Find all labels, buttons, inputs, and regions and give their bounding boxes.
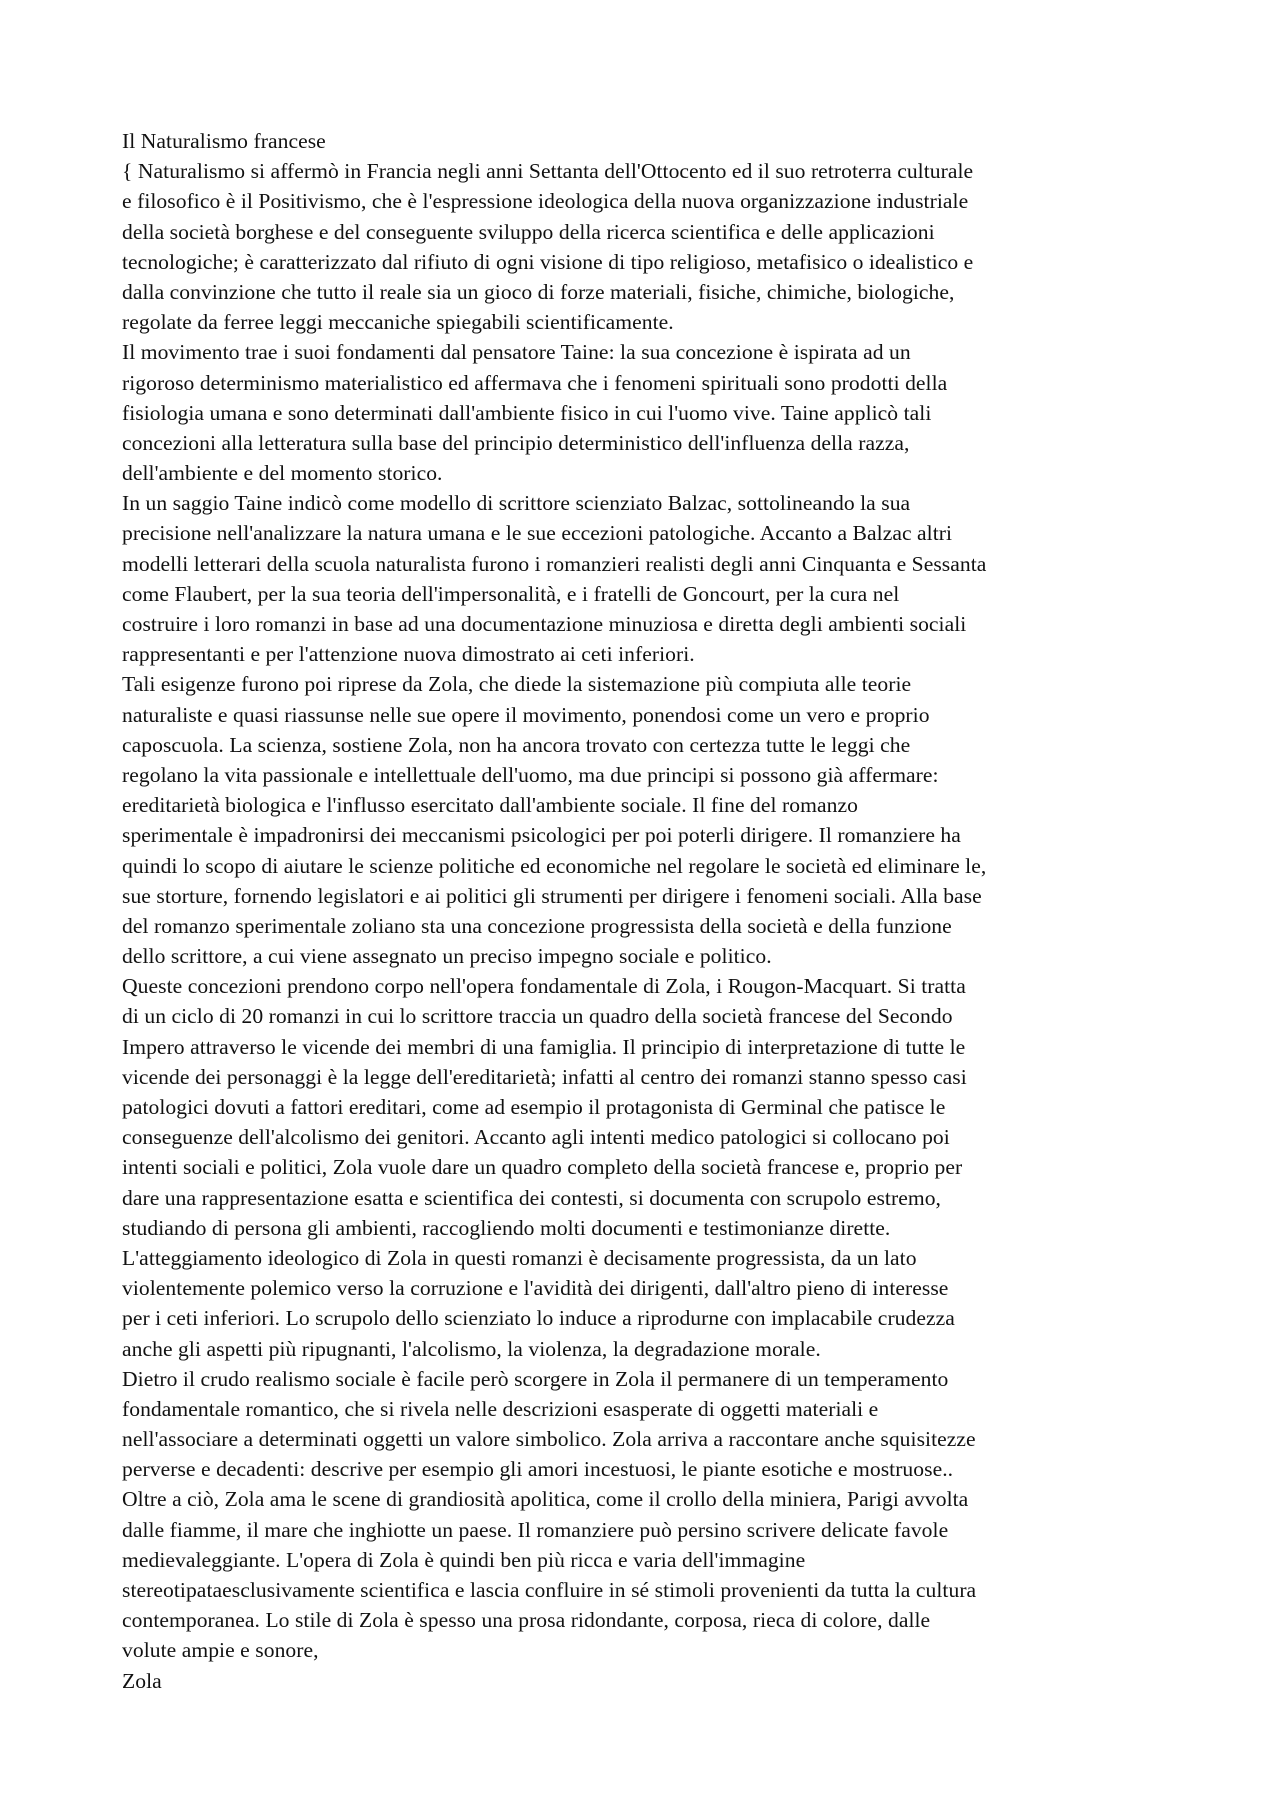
text-line: perverse e decadenti: descrive per esempio gli amori incestuosi, le piante esotiche e mostruose..: [122, 1457, 954, 1482]
text-line: In un saggio Taine indicò come modello di scrittore scienziato Balzac, sottolineando la sua: [122, 491, 911, 516]
text-line: tecnologiche; è caratterizzato dal rifiuto di ogni visione di tipo religioso, metafisico o idealistico e: [122, 249, 974, 274]
text-line: quindi lo scopo di aiutare le scienze politiche ed economiche nel regolare le società ed eliminare le,: [122, 853, 987, 878]
text-line: sue storture, fornendo legislatori e ai politici gli strumenti per dirigere i fenomeni sociali. Alla base: [122, 883, 982, 908]
text-line: precisione nell'analizzare la natura umana e le sue eccezioni patologiche. Accanto a Balzac altri: [122, 521, 953, 546]
text-line: sperimentale è impadronirsi dei meccanismi psicologici per poi poterli dirigere. Il romanziere ha: [122, 823, 961, 848]
text-line: rappresentanti e per l'attenzione nuova dimostrato ai ceti inferiori.: [122, 642, 695, 667]
text-line: dello scrittore, a cui viene assegnato un preciso impegno sociale e politico.: [122, 944, 772, 969]
text-line: fisiologia umana e sono determinati dall'ambiente fisico in cui l'uomo vive. Taine applicò tali: [122, 400, 932, 425]
text-line: caposcuola. La scienza, sostiene Zola, non ha ancora trovato con certezza tutte le leggi che: [122, 732, 911, 757]
text-line: conseguenze dell'alcolismo dei genitori. Accanto agli intenti medico patologici si collocano poi: [122, 1125, 950, 1150]
text-line: modelli letterari della scuola naturalista furono i romanzieri realisti degli anni Cinquanta e Sessanta: [122, 551, 987, 576]
text-line: per i ceti inferiori. Lo scrupolo dello scienziato lo induce a riprodurne con implacabile crudezza: [122, 1306, 955, 1331]
text-line: dare una rappresentazione esatta e scientifica dei contesti, si documenta con scrupolo estremo,: [122, 1185, 941, 1210]
text-line: dalla convinzione che tutto il reale sia un gioco di forze materiali, fisiche, chimiche, biologiche,: [122, 279, 955, 304]
text-line: naturaliste e quasi riassunse nelle sue opere il movimento, ponendosi come un vero e proprio: [122, 702, 930, 727]
text-line: e filosofico è il Positivismo, che è l'espressione ideologica della nuova organizzazione industriale: [122, 189, 969, 214]
text-line: studiando di persona gli ambienti, raccogliendo molti documenti e testimonianze dirette.: [122, 1215, 891, 1240]
text-line: medievaleggiante. L'opera di Zola è quindi ben più ricca e varia dell'immagine: [122, 1547, 806, 1572]
closing-word: Zola: [122, 1668, 162, 1693]
text-line: rigoroso determinismo materialistico ed affermava che i fenomeni spirituali sono prodotti della: [122, 370, 948, 395]
text-line: nell'associare a determinati oggetti un valore simbolico. Zola arriva a raccontare anche squisitezze: [122, 1427, 976, 1452]
text-line: volute ampie e sonore,: [122, 1638, 319, 1663]
text-line: costruire i loro romanzi in base ad una documentazione minuziosa e diretta degli ambienti sociali: [122, 612, 967, 636]
text-line: fondamentale romantico, che si rivela nelle descrizioni esasperate di oggetti materiali e: [122, 1396, 879, 1421]
text-line: intenti sociali e politici, Zola vuole dare un quadro completo della società francese e, proprio per: [122, 1155, 963, 1180]
text-line: Tali esigenze furono poi riprese da Zola, che diede la sistemazione più compiuta alle teorie: [122, 672, 912, 697]
text-line: di un ciclo di 20 romanzi in cui lo scrittore traccia un quadro della società francese del Secondo: [122, 1004, 953, 1029]
document-page: [122, 126, 1182, 1696]
text-line: ereditarietà biologica e l'influsso esercitato dall'ambiente sociale. Il fine del romanzo: [122, 793, 858, 818]
text-line: Il movimento trae i suoi fondamenti dal pensatore Taine: la sua concezione è ispirata ad un: [122, 340, 911, 365]
text-line: violentemente polemico verso la corruzione e l'avidità dei dirigenti, dall'altro pieno di interesse: [122, 1276, 949, 1301]
text-line: vicende dei personaggi è la legge dell'ereditarietà; infatti al centro dei romanzi stanno spesso casi: [122, 1064, 967, 1089]
text-line: anche gli aspetti più ripugnanti, l'alcolismo, la violenza, la degradazione morale.: [122, 1336, 821, 1361]
text-line: Dietro il crudo realismo sociale è facile però scorgere in Zola il permanere di un temperamento: [122, 1366, 949, 1391]
document-title: Il Naturalismo francese: [122, 129, 326, 153]
text-line: dalle fiamme, il mare che inghiotte un paese. Il romanziere può persino scrivere delicate favole: [122, 1517, 949, 1542]
text-line: L'atteggiamento ideologico di Zola in questi romanzi è decisamente progressista, da un lato: [122, 1245, 917, 1270]
text-line: patologici dovuti a fattori ereditari, come ad esempio il protagonista di Germinal che patisce le: [122, 1095, 946, 1119]
text-line: dell'ambiente e del momento storico.: [122, 461, 443, 486]
text-line: regolano la vita passionale e intellettuale dell'uomo, ma due principi si possono già affermare:: [122, 762, 939, 787]
text-line: della società borghese e del conseguente sviluppo della ricerca scientifica e delle applicazioni: [122, 219, 935, 244]
text-line: stereotipataesclusivamente scientifica e lascia confluire in sé stimoli provenienti da tutta la cultura: [122, 1578, 977, 1602]
text-line: come Flaubert, per la sua teoria dell'impersonalità, e i fratelli de Goncourt, per la cura nel: [122, 581, 900, 606]
text-line: { Naturalismo si affermò in Francia negli anni Settanta dell'Ottocento ed il suo retroterra culturale: [122, 159, 974, 184]
text-line: Oltre a ciò, Zola ama le scene di grandiosità apolitica, come il crollo della miniera, Parigi avvolta: [122, 1487, 969, 1512]
text-line: regolate da ferree leggi meccaniche spiegabili scientificamente.: [122, 310, 674, 335]
text-line: concezioni alla letteratura sulla base del principio deterministico dell'influenza della razza,: [122, 430, 910, 455]
text-line: Impero attraverso le vicende dei membri di una famiglia. Il principio di interpretazione di tutte le: [122, 1034, 966, 1059]
text-line: contemporanea. Lo stile di Zola è spesso una prosa ridondante, corposa, rieca di colore, dalle: [122, 1608, 931, 1633]
text-line: del romanzo sperimentale zoliano sta una concezione progressista della società e della funzione: [122, 913, 952, 938]
text-line: Queste concezioni prendono corpo nell'opera fondamentale di Zola, i Rougon-Macquart. Si tratta: [122, 974, 966, 999]
document-body: [122, 156, 1182, 1665]
